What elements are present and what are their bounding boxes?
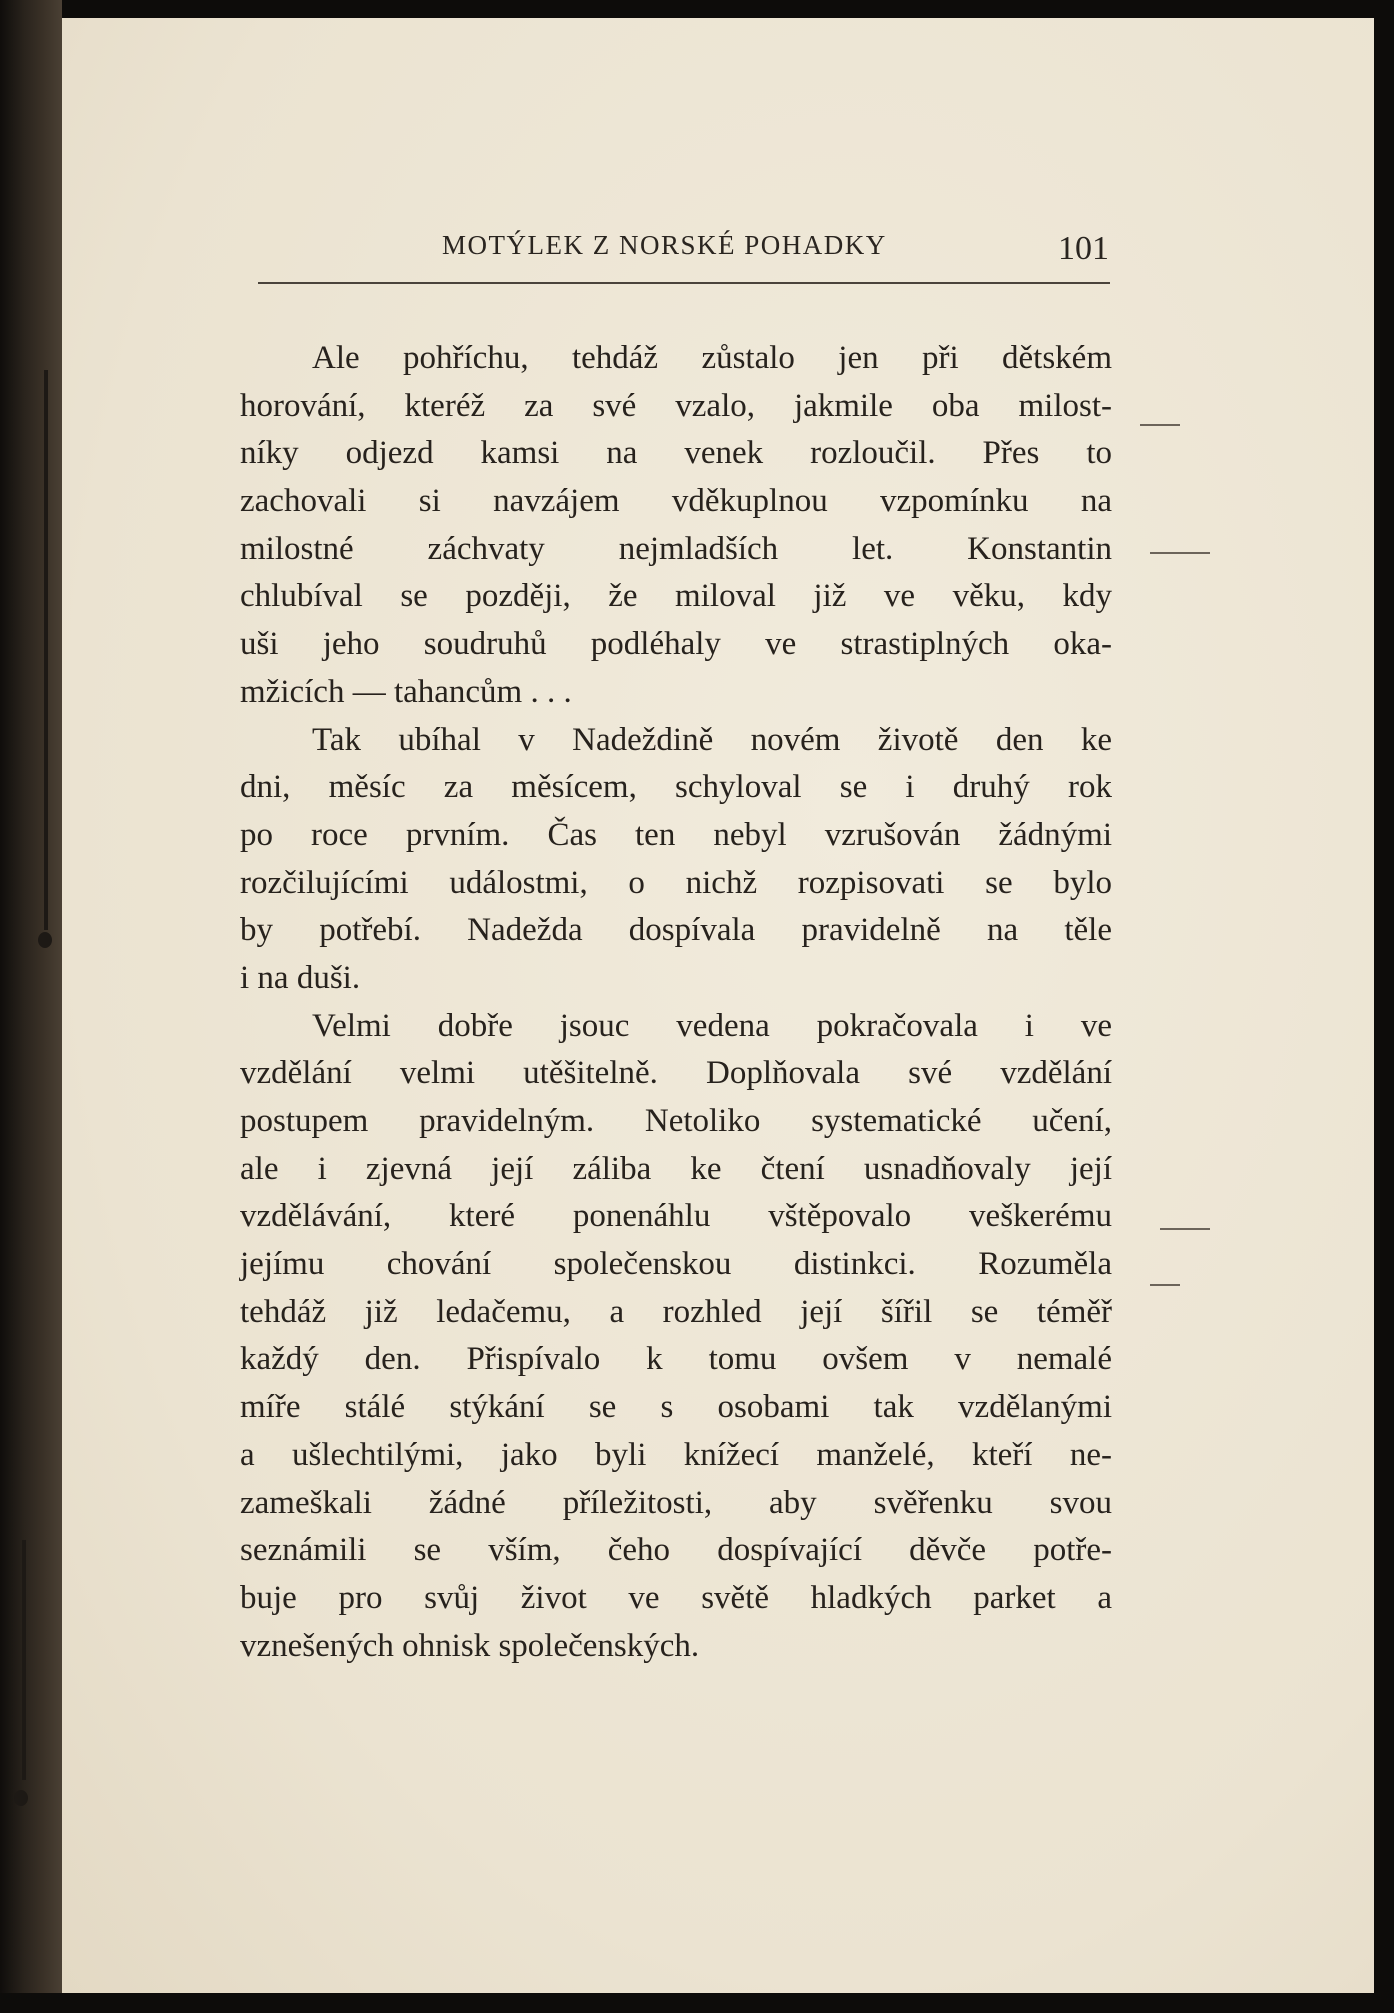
- text-line: Velmi dobře jsouc vedena pokračovala i ve: [312, 1007, 1112, 1044]
- header-rule: [258, 282, 1110, 284]
- running-head: MOTÝLEK Z NORSKÉ POHADKY: [442, 230, 887, 260]
- text-line: Tak ubíhal v Nadeždině novém životě den ke: [312, 721, 1112, 758]
- margin-mark: [1140, 424, 1180, 426]
- text-line: zameškali žádné příležitosti, aby svěřenku svou: [240, 1484, 1112, 1521]
- scan-top-edge: [0, 0, 1394, 18]
- margin-mark: [1150, 552, 1210, 554]
- text-line: ale i zjevná její záliba ke čtení usnadňovaly její: [240, 1150, 1112, 1187]
- scan-bottom-edge: [0, 1993, 1394, 2013]
- text-line: vzdělání velmi utěšitelně. Doplňovala své vzdělání: [240, 1055, 1112, 1092]
- text-line: míře stálé stýkání se s osobami tak vzdělanými: [240, 1389, 1112, 1426]
- text-line: buje pro svůj život ve světě hladkých parket a: [240, 1579, 1112, 1616]
- text-line: uši jeho soudruhů podléhaly ve strastiplných oka-: [240, 626, 1112, 663]
- text-line: by potřebí. Nadežda dospívala pravidelně na těle: [240, 912, 1112, 949]
- text-line: seznámili se vším, čeho dospívající děvče potře-: [240, 1532, 1112, 1569]
- text-line: chlubíval se později, že miloval již ve věku, kdy: [240, 578, 1112, 615]
- page-number: 101: [1058, 230, 1109, 267]
- text-line: rozčilujícími událostmi, o nichž rozpisovati se bylo: [240, 864, 1112, 901]
- text-line: postupem pravidelným. Netoliko systematické učení,: [240, 1103, 1112, 1139]
- text-line: jejímu chování společenskou distinkci. Rozuměla: [240, 1246, 1112, 1283]
- binding-thread-knot: [14, 1790, 28, 1806]
- text-line: Ale pohříchu, tehdáž zůstalo jen při dětském: [312, 340, 1112, 376]
- margin-mark: [1150, 1284, 1180, 1286]
- text-line: tehdáž již ledačemu, a rozhled její šířil se téměř: [240, 1293, 1112, 1330]
- text-line: i na duši.: [240, 959, 361, 996]
- text-line: vznešených ohnisk společenských.: [240, 1627, 700, 1664]
- text-line: zachovali si navzájem vděkuplnou vzpomínku na: [240, 483, 1112, 520]
- margin-mark: [1160, 1228, 1210, 1230]
- binding-thread-upper: [44, 370, 48, 930]
- scan-right-edge: [1374, 0, 1394, 2013]
- text-line: horování, kteréž za své vzalo, jakmile oba milost-: [240, 387, 1112, 424]
- book-gutter: [0, 0, 62, 2013]
- text-line: a ušlechtilými, jako byli knížecí manželé, kteří ne-: [240, 1436, 1112, 1473]
- text-line: mžicích — tahancům . . .: [240, 673, 572, 710]
- text-line: dni, měsíc za měsícem, schyloval se i druhý rok: [240, 769, 1112, 806]
- text-line: milostné záchvaty nejmladších let. Konstantin: [240, 530, 1112, 567]
- body-text: [240, 335, 1112, 1670]
- binding-thread-knot: [38, 932, 52, 948]
- text-line: po roce prvním. Čas ten nebyl vzrušován žádnými: [240, 816, 1112, 853]
- binding-thread-lower: [22, 1540, 26, 1780]
- text-line: níky odjezd kamsi na venek rozloučil. Přes to: [240, 435, 1112, 472]
- text-line: každý den. Přispívalo k tomu ovšem v nemalé: [240, 1341, 1112, 1378]
- text-line: vzdělávání, které ponenáhlu vštěpovalo veškerému: [240, 1198, 1112, 1235]
